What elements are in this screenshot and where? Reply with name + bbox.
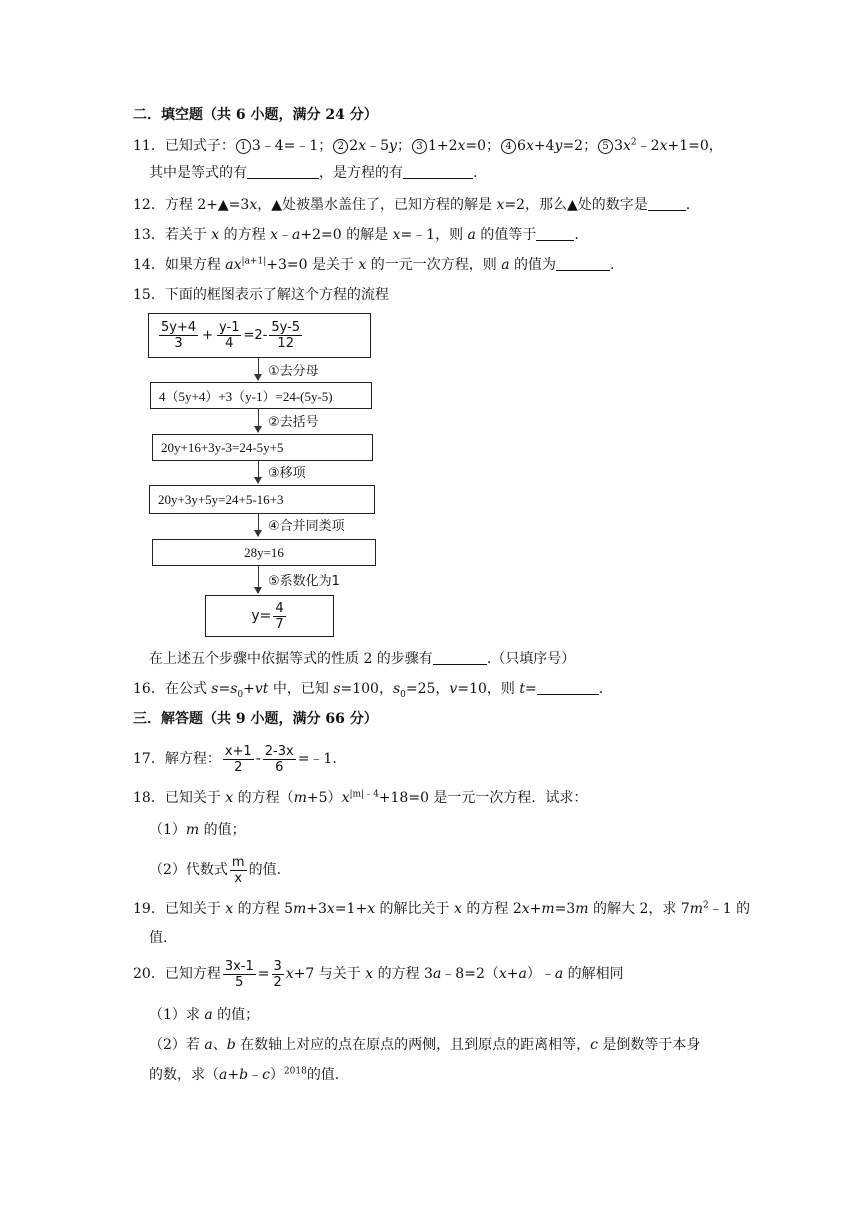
section-2-title: 二．填空题（共 6 小题，满分 24 分） [133,107,378,123]
down-arrow-icon [258,409,259,432]
flow-box-3: 20y+16+3y-3=24-5y+5 [152,434,373,461]
question-14: 14．如果方程 $ax^{|a+1|}+3=0$ 是关于 x 的一元一次方程，则 a 的值为 . [133,256,615,273]
question-number: 19． [133,901,165,917]
question-17: 17．解方程： $\frac{x+1}{2}$ - $\frac{2-3x}{6}$ =﹣1. [133,743,337,775]
flow-box-1: $\frac{5y+4}{3}$ + $\frac{y-1}{4}$ =2- $\frac{5y-5}{12}$ [148,313,371,358]
down-arrow-icon [258,514,259,536]
fraction: $\frac{5y+4}{3}$ [161,320,197,351]
question-number: 11． [133,138,165,154]
circled-number: 4 [501,139,516,154]
question-number: 12． [133,197,165,213]
fraction: $\frac{5y-5}{12}$ [271,320,301,351]
flow-box-6: y= $\frac{4}{7}$ [205,595,334,637]
fraction: $\frac{4}{7}$ [275,600,284,632]
question-number: 18． [133,790,165,806]
circled-number: 2 [333,139,348,154]
question-16: 16．在公式 $s=s_0+vt$ 中，已知 s=100，$s_0=25$，v=10，则 t= . [133,681,604,700]
question-15: 15．下面的框图表示了解这个方程的流程 [133,287,389,303]
question-20-part-2-line-2: 的数，求（a+b﹣c）$^{2018}$的值. [149,1066,340,1083]
fraction: $\frac{3}{2}$ [273,958,282,990]
question-number: 20． [133,966,165,982]
question-11-line-2: 其中是等式的有 ，是方程的有 . [149,165,478,181]
question-20-part-2: （2）若 a、b 在数轴上对应的点在原点的两侧，且到原点的距离相等，c 是倒数等于本身 [149,1037,701,1053]
circled-number: 1 [236,139,251,154]
answer-blank [536,226,574,241]
question-15-prompt: 在上述五个步骤中依据等式的性质 2 的步骤有 .（只填序号） [149,651,576,667]
flow-step-label: ⑤系数化为1 [268,574,340,589]
question-18: 18．已知关于 x 的方程$(m+5)x^{|m|﹣4}+18=0$ 是一元一次方程．试求： [133,789,588,806]
question-number: 14． [133,257,165,273]
circled-number: 3 [412,139,427,154]
answer-blank [433,650,487,665]
down-arrow-icon [258,461,259,483]
question-number: 16． [133,681,165,697]
answer-blank [556,256,610,271]
flow-box-4: 20y+3y+5y=24+5-16+3 [149,485,375,514]
section-3-title: 三．解答题（共 9 小题，满分 66 分） [133,711,378,727]
question-20: 20．已知方程 $\frac{3x-1}{5}$ = $\frac{3}{2}$ x+7 与关于 x 的方程 3a﹣8=2（x+a）﹣a 的解相同 [133,958,624,990]
question-12: 12．方程 2+▲=3x，▲处被墨水盖住了，已知方程的解是 x=2，那么▲处的数字是 . [133,197,691,213]
question-20-part-1: （1）求 a 的值； [149,1007,260,1023]
answer-blank [537,680,599,695]
flow-step-label: ②去括号 [268,415,319,430]
flow-step-label: ④合并同类项 [268,519,345,534]
question-19-line-2: 值. [149,930,168,946]
question-number: 13． [133,227,165,243]
circled-number: 5 [598,139,613,154]
down-arrow-icon [258,566,259,593]
flow-box-2: 4（5y+4）+3（y-1）=24-(5y-5) [150,382,372,409]
flow-box-5: 28y=16 [152,539,376,566]
question-number: 15． [133,287,165,303]
down-arrow-icon [258,358,259,380]
fraction: $\frac{3x-1}{5}$ [224,958,254,990]
question-18-part-2: （2）代数式 $\frac{m}{x}$ 的值. [149,854,282,886]
fraction: $\frac{m}{x}$ [231,854,245,886]
question-13: 13．若关于 x 的方程 x﹣a+2=0 的解是 x=﹣1，则 a 的值等于 . [133,227,579,243]
fraction: $\frac{x+1}{2}$ [224,743,252,775]
answer-blank [247,164,319,179]
question-number: 17． [133,751,165,767]
fraction: $\frac{y-1}{4}$ [219,320,240,351]
flow-step-label: ③移项 [268,466,306,481]
fraction: $\frac{2-3x}{6}$ [264,743,294,775]
question-11: 11．已知式子： 1 3﹣4=﹣1； 2 2x﹣5y； 3 1+2x=0； 4 6x+4y=2； 5 $3x^2﹣2x+1=0$， [133,137,723,154]
question-18-part-1: （1）m 的值； [149,822,246,838]
question-19: 19．已知关于 x 的方程 5m+3x=1+x 的解比关于 x 的方程 2x+m=3m 的解大 2，求 $7m^2﹣1$ 的 [133,900,751,917]
answer-blank [648,196,686,211]
answer-blank [403,164,473,179]
flow-step-label: ①去分母 [268,364,319,379]
